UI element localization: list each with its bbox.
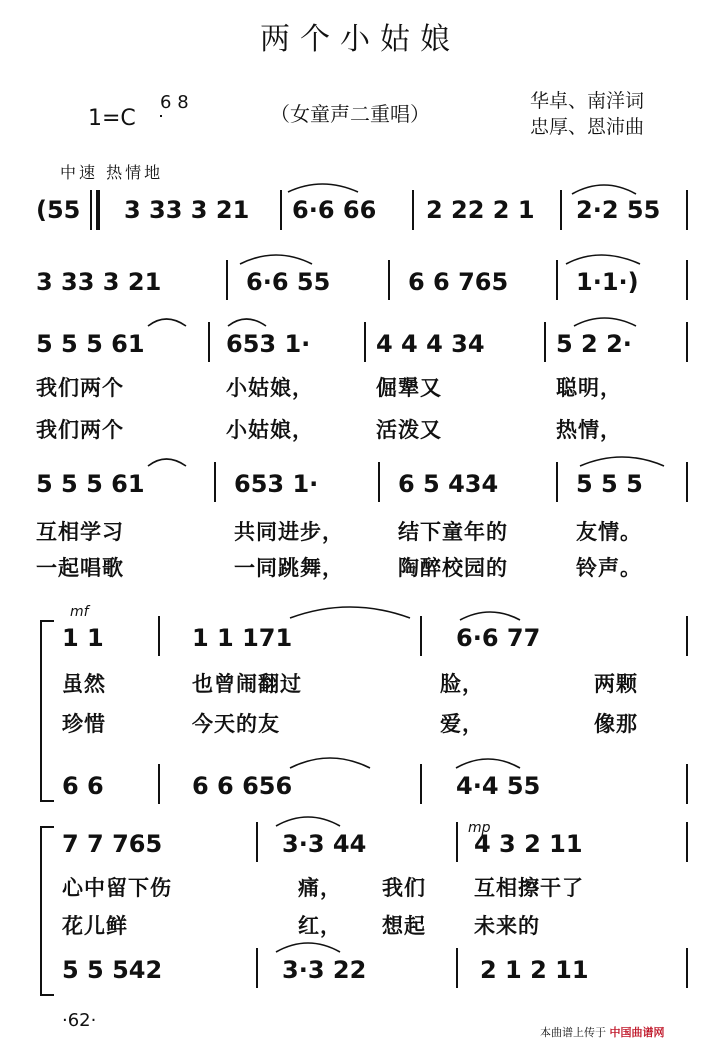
slur <box>276 817 340 826</box>
measure: 4 3 2 11 <box>474 830 583 858</box>
lyric: 红， <box>298 914 342 938</box>
lyric: 两颗 <box>594 672 638 696</box>
measure: (55 <box>36 196 81 224</box>
page-number: ·62· <box>62 1010 97 1031</box>
song-title: 两个小姑娘 <box>260 22 460 57</box>
lyric: 我们 <box>382 876 426 900</box>
measure: 1 1 171 <box>192 624 293 652</box>
measure: 3·3 44 <box>282 830 367 858</box>
slur <box>240 255 312 264</box>
measure: 3 33 3 21 <box>124 196 250 224</box>
lyric: 小姑娘， <box>226 418 314 442</box>
meter-bottom: 8 <box>177 92 189 113</box>
dynamic-mf: mf <box>70 604 89 620</box>
lyric: 痛， <box>298 876 342 900</box>
source-text: 本曲谱上传于 <box>540 1026 606 1039</box>
measure: 4 4 4 34 <box>376 330 485 358</box>
lyric: 我们两个 <box>36 376 124 400</box>
slur <box>288 184 358 192</box>
lyric: 脸， <box>440 672 484 696</box>
measure: 653 1· <box>234 470 319 498</box>
measure: 6·6 55 <box>246 268 331 296</box>
lyric: 珍惜 <box>62 712 106 736</box>
lyric: 互相学习 <box>36 520 124 544</box>
measure: 5 5 542 <box>62 956 163 984</box>
measure: 6·6 77 <box>456 624 541 652</box>
measure: 5 5 5 <box>576 470 643 498</box>
slur <box>290 607 410 618</box>
lyric: 热情， <box>556 418 622 442</box>
slur <box>456 759 520 768</box>
measure: 6 6 765 <box>408 268 509 296</box>
measure: 5 5 5 61 <box>36 330 145 358</box>
measure: 6·6 66 <box>292 196 377 224</box>
source-credit <box>540 1024 665 1040</box>
lyric: 想起 <box>382 914 426 938</box>
lyric: 我们两个 <box>36 418 124 442</box>
measure: 7 7 765 <box>62 830 163 858</box>
lyric: 铃声。 <box>576 556 642 580</box>
slur <box>290 758 370 768</box>
measure: 5 5 5 61 <box>36 470 145 498</box>
slur <box>572 185 636 194</box>
measure: 2·2 55 <box>576 196 661 224</box>
measure: 653 1· <box>226 330 311 358</box>
slur <box>580 457 664 466</box>
measure: 6 6 <box>62 772 104 800</box>
tempo-marking: 中速 热情地 <box>60 163 164 182</box>
lyric: 陶醉校园的 <box>398 556 508 580</box>
lyric: 小姑娘， <box>226 376 314 400</box>
meter-top: 6 <box>160 92 172 113</box>
lyric: 像那 <box>594 712 638 736</box>
measure: 3·3 22 <box>282 956 367 984</box>
slur <box>276 943 340 952</box>
lyric: 互相擦干了 <box>474 876 584 900</box>
measure: 1·1·) <box>576 268 639 296</box>
lyric: 共同进步， <box>234 520 344 544</box>
source-brand: 中国曲谱网 <box>609 1026 665 1039</box>
lyricist: 华卓、南洋词 <box>530 90 645 112</box>
measure: 2 1 2 11 <box>480 956 589 984</box>
lyric: 也曾闹翻过 <box>192 672 302 696</box>
composer: 忠厚、恩沛曲 <box>530 116 645 138</box>
lyric: 花儿鲜 <box>62 914 128 938</box>
lyric: 活泼又 <box>376 418 442 442</box>
slur <box>566 255 640 264</box>
measure: 6 5 434 <box>398 470 499 498</box>
measure: 5 2 2· <box>556 330 632 358</box>
slur <box>148 319 186 326</box>
slur <box>574 318 636 326</box>
lyric: 结下童年的 <box>398 520 508 544</box>
lyric: 未来的 <box>474 914 540 938</box>
slur <box>460 612 520 620</box>
lyric: 一起唱歌 <box>36 556 124 580</box>
lyric: 聪明， <box>556 376 622 400</box>
slur <box>148 459 186 466</box>
measure: 4·4 55 <box>456 772 541 800</box>
measure: 6 6 656 <box>192 772 293 800</box>
lyric: 爱， <box>440 712 484 736</box>
measure: 3 33 3 21 <box>36 268 162 296</box>
lyric: 今天的友 <box>192 712 280 736</box>
measure: 2 22 2 1 <box>426 196 535 224</box>
dynamic-mp: mp <box>468 820 491 836</box>
key-signature: 1=C <box>88 106 136 131</box>
lyric: 心中留下伤 <box>62 876 172 900</box>
lyric: 虽然 <box>62 672 106 696</box>
voice-type: （女童声二重唱） <box>270 102 430 126</box>
lyric: 倔犟又 <box>376 376 442 400</box>
lyric: 友情。 <box>576 520 642 544</box>
slur <box>228 319 266 326</box>
measure: 1 1 <box>62 624 104 652</box>
lyric: 一同跳舞， <box>234 556 344 580</box>
